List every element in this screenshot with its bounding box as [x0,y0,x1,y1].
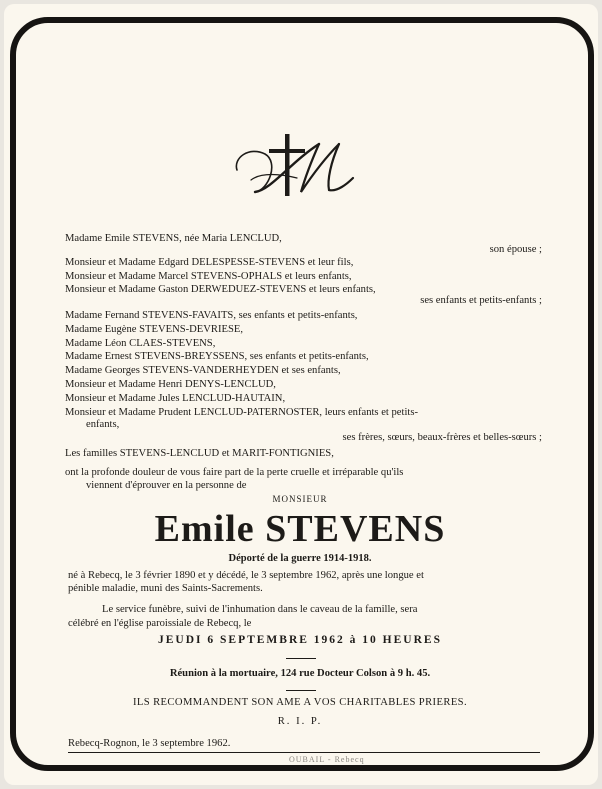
birth-death-line: né à Rebecq, le 3 février 1890 et y décédé, le 3 septembre 1962, après une longue et [68,570,424,581]
printer-credit: OUBAIL - Rebecq [289,755,365,764]
family-line: Monsieur et Madame Marcel STEVENS-OPHALS et leurs enfants, [65,271,352,282]
cross-monogram-emblem [231,132,361,204]
family-line: Madame Ernest STEVENS-BREYSSENS, ses enfants et petits-enfants, [65,351,369,362]
divider [286,690,316,691]
family-line: Les familles STEVENS-LENCLUD et MARIT-FONTIGNIES, [65,448,334,459]
birth-death-line: pénible maladie, muni des Saints-Sacrements. [68,583,263,594]
family-line: enfants, [86,419,120,430]
deceased-name: Emile STEVENS [154,508,446,550]
family-line: Madame Emile STEVENS, née Maria LENCLUD, [65,233,282,244]
announcement-line: viennent d'éprouver en la personne de [86,480,247,491]
deceased-title: MONSIEUR [272,494,328,504]
latin-cross-icon [269,134,305,196]
family-line: Monsieur et Madame Edgard DELESPESSE-STEVENS et leur fils, [65,257,354,268]
family-line: Madame Eugène STEVENS-DEVRIESE, [65,324,243,335]
announcement-line: ont la profonde douleur de vous faire part de la perte cruelle et irréparable qu'ils [65,467,404,478]
service-line: Le service funèbre, suivi de l'inhumation dans le caveau de la famille, sera [102,604,418,615]
deceased-note: Déporté de la guerre 1914-1918. [228,553,372,564]
reunion-line: Réunion à la mortuaire, 124 rue Docteur Colson à 9 h. 45. [169,668,431,679]
family-line: Madame Georges STEVENS-VANDERHEYDEN et ses enfants, [65,365,341,376]
family-line: Madame Léon CLAES-STEVENS, [65,338,216,349]
service-line: célébré en l'église paroissiale de Rebecq, le [68,618,252,629]
footer-rule [68,752,540,753]
service-date: JEUDI 6 SEPTEMBRE 1962 à 10 HEURES [158,634,442,646]
family-line: son épouse ; [489,244,542,255]
divider [286,658,316,659]
rip-line: R. I. P. [277,716,323,727]
family-line: Madame Fernand STEVENS-FAVAITS, ses enfants et petits-enfants, [65,310,358,321]
family-line: Monsieur et Madame Gaston DERWEDUEZ-STEVENS et leurs enfants, [65,284,376,295]
family-line: Monsieur et Madame Henri DENYS-LENCLUD, [65,379,276,390]
recommendation-line: ILS RECOMMANDENT SON AME A VOS CHARITABLES PRIERES. [132,697,468,708]
family-line: Monsieur et Madame Prudent LENCLUD-PATERNOSTER, leurs enfants et petits- [65,407,418,418]
family-line: ses frères, sœurs, beaux-frères et belles-sœurs ; [342,432,542,443]
family-line: ses enfants et petits-enfants ; [420,295,542,306]
family-line: Monsieur et Madame Jules LENCLUD-HAUTAIN, [65,393,286,404]
place-date: Rebecq-Rognon, le 3 septembre 1962. [68,738,231,749]
